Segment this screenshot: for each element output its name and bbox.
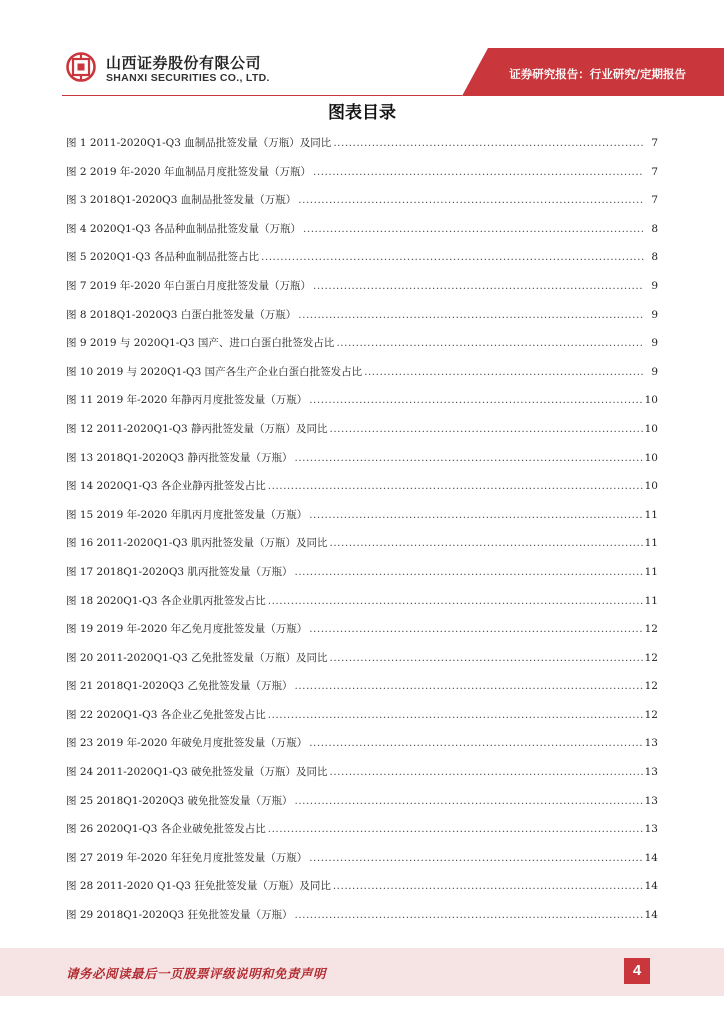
toc-entry-label: 图 24 2011-2020Q1-Q3 破免批签发量（万瓶）及同比 [66,766,328,779]
toc-entry-label: 图 15 2019 年-2020 年肌丙月度批签发量（万瓶） [66,508,308,521]
toc-entry[interactable] [66,535,658,564]
toc-leader-dots [294,566,642,578]
toc-entry-label: 图 27 2019 年-2020 年狂免月度批签发量（万瓶） [66,851,308,864]
disclaimer-notice: 请务必阅读最后一页股票评级说明和免责声明 [66,966,327,981]
toc-entry-label: 图 5 2020Q1-Q3 各品种血制品批签占比 [66,251,260,264]
toc-entry[interactable] [66,507,658,536]
toc-list [66,135,658,936]
toc-entry[interactable] [66,564,658,593]
toc-leader-dots [309,737,642,749]
toc-entry-page: 11 [644,537,658,550]
header-divider [62,95,462,96]
toc-entry-page: 13 [644,794,658,807]
toc-entry-label: 图 29 2018Q1-2020Q3 狂免批签发量（万瓶） [66,909,293,922]
toc-entry[interactable] [66,907,658,936]
toc-entry-label: 图 13 2018Q1-2020Q3 静丙批签发量（万瓶） [66,451,293,464]
toc-entry-label: 图 21 2018Q1-2020Q3 乙免批签发量（万瓶） [66,680,293,693]
toc-entry-label: 图 20 2011-2020Q1-Q3 乙免批签发量（万瓶）及同比 [66,651,328,664]
toc-entry-page: 10 [644,480,658,493]
toc-entry-label: 图 23 2019 年-2020 年破免月度批签发量（万瓶） [66,737,308,750]
toc-entry-label: 图 2 2019 年-2020 年血制品月度批签发量（万瓶） [66,165,312,178]
toc-entry-page: 7 [651,194,658,207]
toc-entry-label: 图 9 2019 与 2020Q1-Q3 国产、进口白蛋白批签发占比 [66,337,335,350]
toc-entry[interactable] [66,678,658,707]
toc-leader-dots [268,595,643,607]
toc-entry-label: 图 18 2020Q1-Q3 各企业肌丙批签发占比 [66,594,266,607]
toc-leader-dots [298,194,644,206]
toc-entry-page: 10 [644,451,658,464]
toc-entry-page: 12 [644,651,658,664]
toc-entry-label: 图 22 2020Q1-Q3 各企业乙免批签发占比 [66,708,266,721]
toc-entry[interactable] [66,164,658,193]
toc-entry[interactable] [66,878,658,907]
toc-leader-dots [309,623,642,635]
toc-leader-dots [261,251,644,263]
toc-entry[interactable] [66,249,658,278]
toc-entry-label: 图 12 2011-2020Q1-Q3 静丙批签发量（万瓶）及同比 [66,422,328,435]
toc-entry[interactable] [66,135,658,164]
toc-entry-page: 12 [644,680,658,693]
toc-leader-dots [330,766,643,778]
toc-entry[interactable] [66,221,658,250]
toc-entry-page: 7 [651,137,658,149]
toc-entry[interactable] [66,850,658,879]
toc-leader-dots [330,537,643,549]
toc-entry[interactable] [66,707,658,736]
toc-entry[interactable] [66,192,658,221]
toc-leader-dots [303,223,644,235]
toc-entry-page: 12 [644,708,658,721]
toc-entry-page: 11 [644,508,658,521]
toc-entry-page: 9 [651,365,658,378]
toc-entry[interactable] [66,793,658,822]
toc-entry-label: 图 11 2019 年-2020 年静丙月度批签发量（万瓶） [66,394,308,407]
toc-entry-page: 11 [644,565,658,578]
toc-leader-dots [268,480,643,492]
toc-entry-label: 图 3 2018Q1-2020Q3 血制品批签发量（万瓶） [66,194,297,207]
toc-entry[interactable] [66,335,658,364]
toc-leader-dots [309,509,642,521]
toc-entry[interactable] [66,621,658,650]
toc-entry[interactable] [66,650,658,679]
toc-leader-dots [294,452,642,464]
toc-leader-dots [309,394,642,406]
toc-entry[interactable] [66,450,658,479]
shanxi-securities-logo-icon [66,52,96,82]
page-footer [0,948,724,996]
toc-entry-page: 9 [651,279,658,292]
toc-entry-page: 13 [644,737,658,750]
toc-entry-label: 图 25 2018Q1-2020Q3 破免批签发量（万瓶） [66,794,293,807]
toc-entry[interactable] [66,735,658,764]
toc-title: 图表目录 [328,103,396,123]
toc-leader-dots [336,337,644,349]
toc-leader-dots [268,823,643,835]
toc-entry-label: 图 14 2020Q1-Q3 各企业静丙批签发占比 [66,480,266,493]
page-number: 4 [624,958,650,984]
report-type-label: 证券研究报告：行业研究/定期报告 [509,67,686,81]
toc-entry[interactable] [66,392,658,421]
toc-leader-dots [330,423,643,435]
toc-leader-dots [330,652,643,664]
toc-leader-dots [313,280,644,292]
toc-entry[interactable] [66,421,658,450]
toc-leader-dots [268,709,643,721]
toc-entry-page: 14 [644,880,658,893]
toc-leader-dots [333,880,643,892]
toc-entry-page: 12 [644,623,658,636]
toc-entry-page: 13 [644,766,658,779]
toc-entry-label: 图 16 2011-2020Q1-Q3 肌丙批签发量（万瓶）及同比 [66,537,328,550]
toc-entry[interactable] [66,821,658,850]
toc-leader-dots [298,309,644,321]
toc-entry-label: 图 1 2011-2020Q1-Q3 血制品批签发量（万瓶）及同比 [66,137,332,149]
page-header [0,44,724,100]
toc-entry-label: 图 19 2019 年-2020 年乙免月度批签发量（万瓶） [66,623,308,636]
company-name-cn: 山西证券股份有限公司 [106,54,262,72]
toc-entry-page: 9 [651,337,658,350]
toc-leader-dots [294,795,642,807]
toc-leader-dots [333,137,644,149]
toc-leader-dots [309,852,642,864]
toc-entry-label: 图 17 2018Q1-2020Q3 肌丙批签发量（万瓶） [66,565,293,578]
toc-entry-page: 8 [651,251,658,264]
toc-entry-page: 10 [644,422,658,435]
toc-entry-page: 7 [651,165,658,178]
toc-leader-dots [364,366,644,378]
toc-entry-page: 13 [644,823,658,836]
toc-entry-page: 9 [651,308,658,321]
toc-entry-label: 图 26 2020Q1-Q3 各企业破免批签发占比 [66,823,266,836]
toc-entry-label: 图 8 2018Q1-2020Q3 白蛋白批签发量（万瓶） [66,308,297,321]
toc-entry-label: 图 10 2019 与 2020Q1-Q3 国产各生产企业白蛋白批签发占比 [66,365,363,378]
toc-entry[interactable] [66,593,658,622]
toc-entry-page: 10 [644,394,658,407]
toc-leader-dots [313,166,644,178]
toc-entry[interactable] [66,307,658,336]
toc-leader-dots [294,680,642,692]
toc-entry[interactable] [66,764,658,793]
toc-entry[interactable] [66,364,658,393]
toc-entry[interactable] [66,278,658,307]
toc-leader-dots [294,909,642,921]
toc-entry-label: 图 7 2019 年-2020 年白蛋白月度批签发量（万瓶） [66,279,312,292]
toc-entry[interactable] [66,478,658,507]
toc-entry-page: 8 [651,222,658,235]
company-name-en: SHANXI SECURITIES CO., LTD. [106,72,270,84]
toc-entry-page: 11 [644,594,658,607]
toc-entry-page: 14 [644,851,658,864]
toc-entry-label: 图 28 2011-2020 Q1-Q3 狂免批签发量（万瓶）及同比 [66,880,331,893]
toc-entry-page: 14 [644,909,658,922]
toc-entry-label: 图 4 2020Q1-Q3 各品种血制品批签发量（万瓶） [66,222,302,235]
